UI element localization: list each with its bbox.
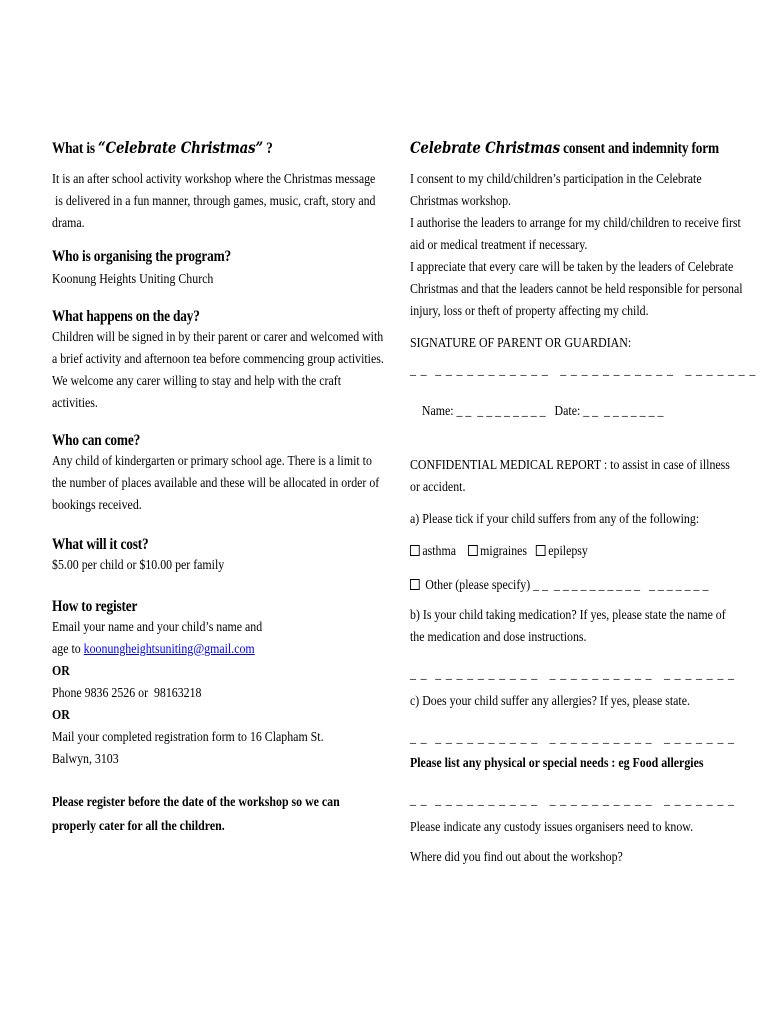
happens-line-2: a brief activity and afternoon tea before commencing group activities. bbox=[52, 351, 384, 366]
email-link[interactable]: koonungheightsuniting@gmail.com bbox=[83, 641, 255, 656]
or-1: OR bbox=[52, 663, 70, 678]
register-line-2: age to koonungheightsuniting@gmail.com bbox=[52, 641, 255, 656]
other-label[interactable]: Other (please specify) _ _ _ _ _ _ _ _ _ _ _ _ _ _ _ _ _ _ _ bbox=[422, 577, 709, 592]
consent-line-1: I consent to my child/children’s participation in the Celebrate bbox=[410, 171, 702, 186]
what-is-title: “Celebrate Christmas” bbox=[98, 138, 263, 157]
other-row bbox=[410, 574, 727, 596]
who-come-line-3: bookings received. bbox=[52, 497, 142, 512]
what-is-line-1: It is an after school activity workshop where the Christmas message bbox=[52, 171, 376, 186]
consent-line-5: I appreciate that every care will be taken by the leaders of Celebrate bbox=[410, 259, 734, 274]
asthma-label: asthma bbox=[422, 543, 456, 558]
other-checkbox[interactable] bbox=[410, 579, 420, 590]
phone-text: Phone 9836 2526 or 98163218 bbox=[52, 685, 202, 700]
mail-line-2: Balwyn, 3103 bbox=[52, 751, 119, 766]
date-field[interactable]: Date: _ _ _ _ _ _ _ _ _ bbox=[554, 403, 664, 418]
cost-text: $5.00 per child or $10.00 per family bbox=[52, 557, 225, 572]
special-needs-answer-line[interactable]: _ _ _ _ _ _ _ _ _ _ _ _ _ _ _ _ _ _ _ _ _ _ _ _ _ _ _ _ _ bbox=[410, 792, 735, 807]
who-come-heading: Who can come? bbox=[52, 432, 141, 449]
asthma-checkbox[interactable] bbox=[410, 545, 420, 556]
migraines-label: migraines bbox=[480, 543, 528, 558]
organising-heading: Who is organising the program? bbox=[52, 248, 232, 265]
consent-heading: Celebrate Christmas consent and indemnity form bbox=[410, 138, 719, 157]
name-field[interactable]: Name: _ _ _ _ _ _ _ _ _ _ bbox=[421, 403, 546, 418]
medical-line-2: or accident. bbox=[410, 479, 466, 494]
happens-line-3: We welcome any carer willing to stay and help with the craft bbox=[52, 373, 342, 388]
or-2: OR bbox=[52, 707, 70, 722]
signature-line[interactable]: _ _ _ _ _ _ _ _ _ _ _ _ _ _ _ _ _ _ _ _ _ _ _ _ _ _ _ _ _ _ _ bbox=[410, 362, 757, 377]
register-note-2: properly cater for all the children. bbox=[52, 818, 225, 833]
register-line-1: Email your name and your child’s name and bbox=[52, 619, 263, 634]
epilepsy-label: epilepsy bbox=[548, 543, 588, 558]
medication-answer-line[interactable]: _ _ _ _ _ _ _ _ _ _ _ _ _ _ _ _ _ _ _ _ _ _ _ _ _ _ _ _ _ bbox=[410, 666, 735, 681]
found-out-question: Where did you find out about the workshop? bbox=[410, 849, 623, 864]
consent-line-4: aid or medical treatment if necessary. bbox=[410, 237, 588, 252]
condition-options bbox=[410, 540, 727, 562]
who-come-line-2: the number of places available and these will be allocated in order of bbox=[52, 475, 380, 490]
mail-line-1: Mail your completed registration form to 16 Clapham St. bbox=[52, 729, 324, 744]
cost-heading: What will it cost? bbox=[52, 536, 149, 553]
organising-text: Koonung Heights Uniting Church bbox=[52, 271, 214, 286]
consent-line-3: I authorise the leaders to arrange for my child/children to receive first bbox=[410, 215, 741, 230]
medical-line-1: CONFIDENTIAL MEDICAL REPORT : to assist in case of illness bbox=[410, 457, 730, 472]
migraines-checkbox[interactable] bbox=[468, 545, 478, 556]
what-is-line-3: drama. bbox=[52, 215, 85, 230]
tick-instruction: a) Please tick if your child suffers from any of the following: bbox=[410, 511, 700, 526]
happens-line-1: Children will be signed in by their parent or carer and welcomed with bbox=[52, 329, 384, 344]
consent-line-2: Christmas workshop. bbox=[410, 193, 511, 208]
medication-line-1: b) Is your child taking medication? If yes, please state the name of bbox=[410, 607, 726, 622]
happens-line-4: activities. bbox=[52, 395, 98, 410]
medication-line-2: the medication and dose instructions. bbox=[410, 629, 587, 644]
allergy-question: c) Does your child suffer any allergies? If yes, please state. bbox=[410, 693, 690, 708]
register-heading: How to register bbox=[52, 598, 138, 615]
allergy-answer-line[interactable]: _ _ _ _ _ _ _ _ _ _ _ _ _ _ _ _ _ _ _ _ _ _ _ _ _ _ _ _ _ bbox=[410, 730, 735, 745]
what-is-line-2: is delivered in a fun manner, through games, music, craft, story and bbox=[52, 193, 376, 208]
special-needs-label: Please list any physical or special needs : eg Food allergies bbox=[410, 755, 704, 770]
consent-heading-title: Celebrate Christmas bbox=[410, 138, 560, 157]
what-is-heading: What is “Celebrate Christmas” ? bbox=[52, 138, 273, 157]
happens-heading: What happens on the day? bbox=[52, 308, 200, 325]
consent-form-column bbox=[410, 138, 757, 868]
consent-line-6: Christmas and that the leaders cannot be held responsible for personal bbox=[410, 281, 743, 296]
signature-label: SIGNATURE OF PARENT OR GUARDIAN: bbox=[410, 335, 632, 350]
who-come-line-1: Any child of kindergarten or primary school age. There is a limit to bbox=[52, 453, 372, 468]
consent-line-7: injury, loss or theft of property affecting my child. bbox=[410, 303, 649, 318]
epilepsy-checkbox[interactable] bbox=[536, 545, 546, 556]
custody-question: Please indicate any custody issues organisers need to know. bbox=[410, 819, 694, 834]
info-column bbox=[52, 138, 384, 838]
register-note-1: Please register before the date of the workshop so we can bbox=[52, 794, 340, 809]
name-date-row bbox=[410, 378, 727, 444]
